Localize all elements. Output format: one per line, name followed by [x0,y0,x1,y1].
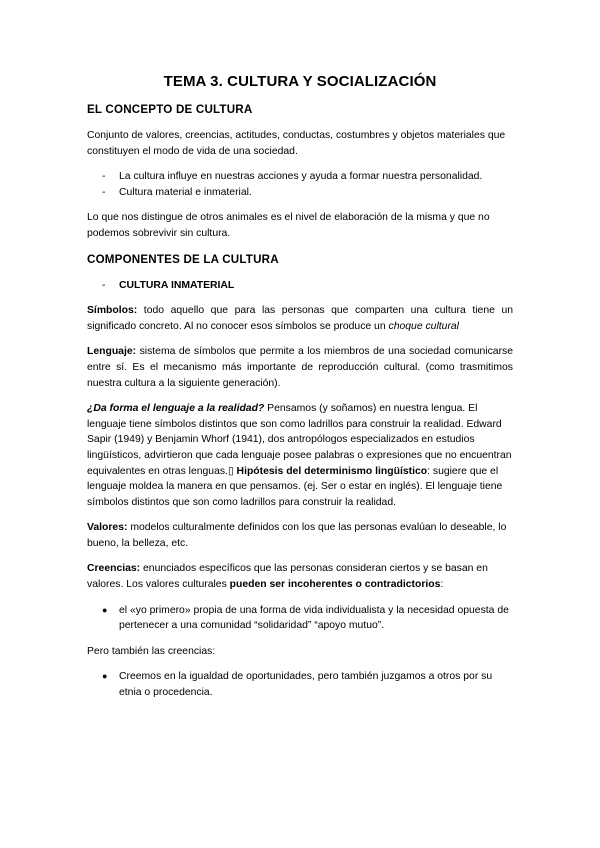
paragraph-pero: Pero también las creencias: [87,645,216,657]
list-item: - Cultura material e inmaterial. [87,185,513,201]
bullet-dot-icon: ● [102,671,108,682]
subheading-list [87,278,513,294]
section-heading-componentes: COMPONENTES DE LA CULTURA [87,252,279,266]
paragraph-lenguaje: Lenguaje: sistema de símbolos que permite a los miembros de una sociedad comunicarse entre sí. Es el mecanismo más importante de reproducción cultural. (como trasmitimos nuestra cultura a la siguiente generación). [87,346,513,389]
paragraph-distinction: Lo que nos distingue de otros animales es el nivel de elaboración de la misma y que no podemos sobrevivir sin cultura. [87,212,490,239]
list-item: ● Creemos en la igualdad de oportunidades, pero también juzgamos a otros por su etnia o procedencia. [102,671,493,699]
document-page [87,72,513,711]
bullet-list-pero [87,669,513,700]
paragraph-creencias: Creencias: enunciados específicos que las personas consideran ciertos y se basan en valores. Los valores culturales pueden ser incoherentes o contradictorios: [87,563,488,591]
subheading-cultura-inmaterial: CULTURA INMATERIAL [119,279,235,291]
paragraph-simbolos: Símbolos: todo aquello que para las personas que comparten una cultura tiene un significado concreto. Al no conocer esos símbolos se produce un choque cultural [87,305,513,332]
bullet-list-creencias [87,603,513,634]
missing-glyph-icon: ▯ [227,465,234,477]
page-title: TEMA 3. CULTURA Y SOCIALIZACIÓN [163,73,437,90]
paragraph-forma: ¿Da forma el lenguaje a la realidad? Pensamos (y soñamos) en nuestra lengua. El lenguaje tiene símbolos distintos que son como ladrillos para construir la realidad. Edward Sapir (1949) y Benjamin Whorf (1941), dos antropólogos especializados en estudios lingüísticos, advirtieron que cada lenguaje posee palabras o expresiones que no encuentran equivalentes en otras lenguas.▯ Hipótesis del determinismo lingüístico: sugiere que el lenguaje moldea la manera en que pensamos. (ej. Ser o estar en inglés). El lenguaje tiene símbolos distintos que son como ladrillos para construir la realidad. [87,403,512,508]
dash-marker: - [102,186,106,198]
paragraph-valores: Valores: modelos culturalmente definidos con los que las personas evalúan lo deseable, lo bueno, la belleza, etc. [87,522,507,549]
section-heading-concepto: EL CONCEPTO DE CULTURA [87,103,253,116]
paragraph-definition: Conjunto de valores, creencias, actitudes, conductas, costumbres y objetos materiales que constituyen el modo de vida de una sociedad. [87,130,506,157]
list-item: - La cultura influye en nuestras acciones y ayuda a formar nuestra personalidad. [87,169,513,185]
dash-marker: - [102,171,106,183]
bullet-dot-icon: ● [102,604,108,615]
bullet-list-concepto [87,169,513,200]
list-item [87,278,513,294]
list-item: ● el «yo primero» propia de una forma de vida individualista y la necesidad opuesta de pertenecer a una comunidad “solidaridad” “apoyo mutuo”. [102,604,509,632]
dash-marker: - [102,279,106,291]
